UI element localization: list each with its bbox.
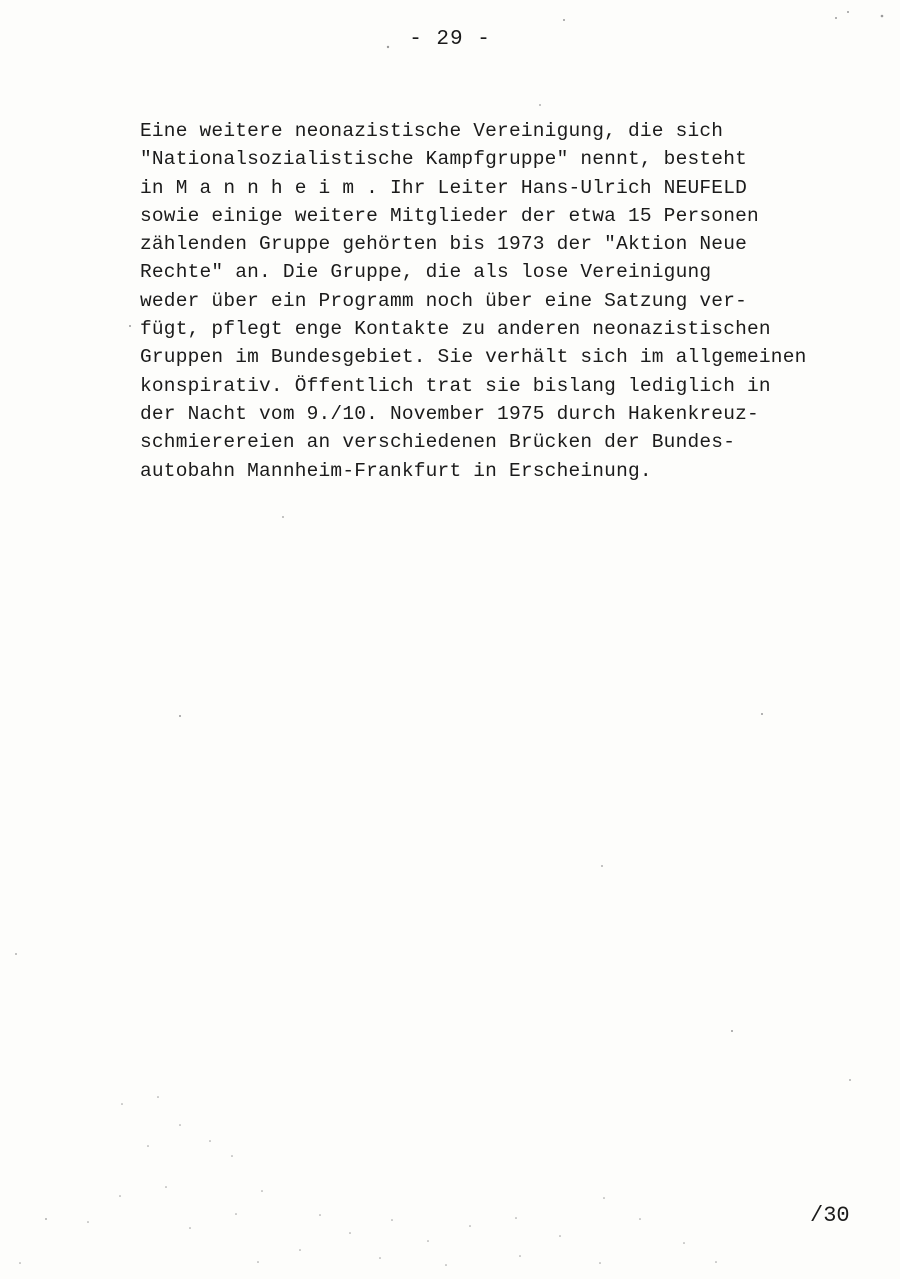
paragraph-line: autobahn Mannheim-Frankfurt in Erscheinung.: [140, 459, 652, 482]
paragraph-line: zählenden Gruppe gehörten bis 1973 der "Aktion Neue: [140, 233, 747, 256]
paragraph-line: der Nacht vom 9./10. November 1975 durch Hakenkreuz-: [140, 402, 759, 425]
paragraph-line: in M a n n h e i m . Ihr Leiter Hans-Ulrich NEUFELD: [140, 176, 747, 199]
body-paragraph: [140, 117, 840, 485]
paragraph-line: Eine weitere neonazistische Vereinigung, die sich: [140, 120, 724, 142]
page-number: - 29 -: [409, 28, 491, 51]
paragraph-line: "Nationalsozialistische Kampfgruppe" nennt, besteht: [140, 148, 747, 171]
continuation-marker: /30: [810, 1203, 850, 1228]
paragraph-line: Gruppen im Bundesgebiet. Sie verhält sich im allgemeinen: [140, 346, 807, 369]
paragraph-line: Rechte" an. Die Gruppe, die als lose Vereinigung: [140, 261, 712, 284]
paragraph-line: konspirativ. Öffentlich trat sie bislang lediglich in: [140, 374, 771, 397]
paragraph-line: sowie einige weitere Mitglieder der etwa 15 Personen: [140, 204, 759, 227]
paragraph-line: weder über ein Programm noch über eine Satzung ver-: [140, 289, 747, 312]
paragraph-line: fügt, pflegt enge Kontakte zu anderen neonazistischen: [140, 318, 771, 341]
paragraph-line: schmierereien an verschiedenen Brücken der Bundes-: [140, 431, 736, 454]
